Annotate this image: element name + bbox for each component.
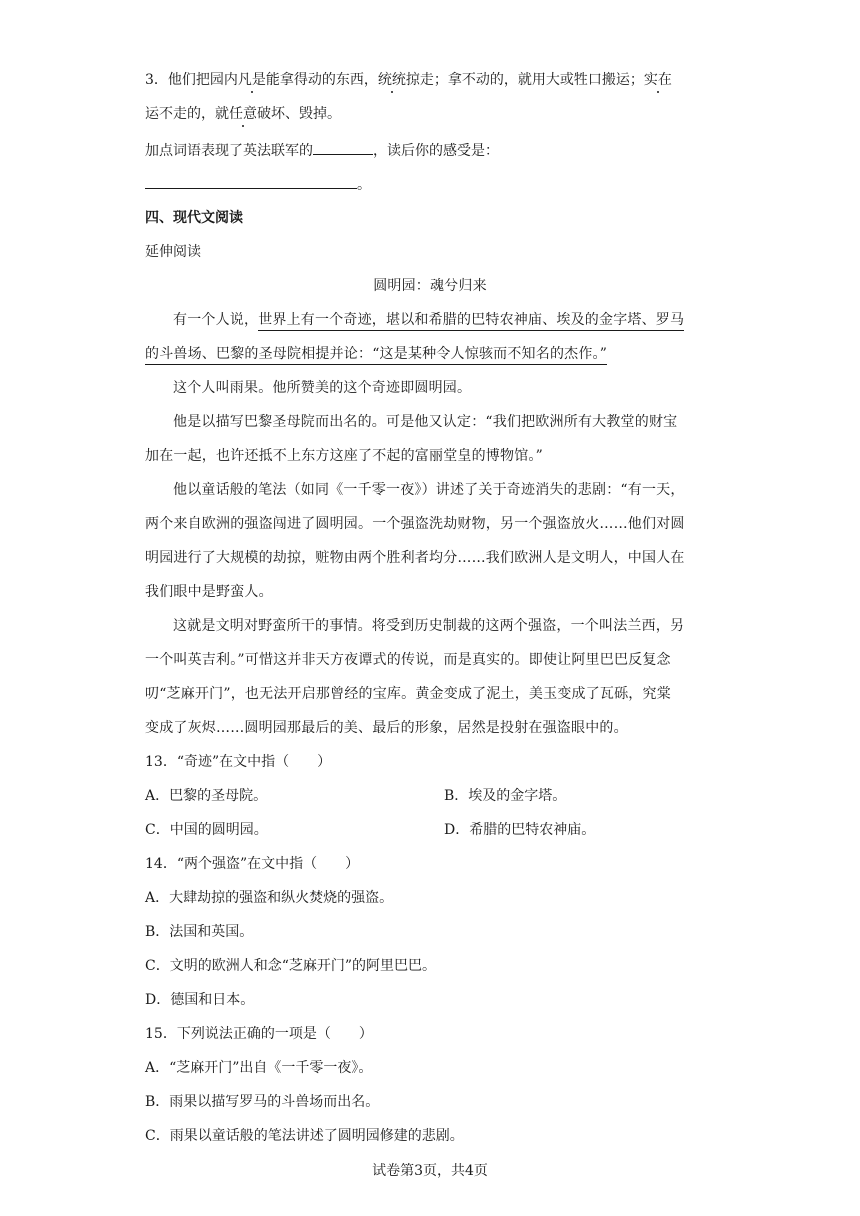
q3-answer-line [145,174,371,195]
underlined-text: 的斗兽场、巴黎的圣母院相提并论：“这是某种令人惊骇而不知名的杰作。” [145,346,607,365]
q13-option-d[interactable]: D．希腊的巴特农神庙。 [444,822,596,838]
q3-text: 掠走；拿不动的，就用大或牲口搬运； [405,72,644,88]
article-p1-line-2 [145,344,607,364]
dotted-word: 凡是 [237,72,266,88]
q14-option-c[interactable]: C．文明的欧洲人和念“芝麻开门”的阿里巴巴。 [145,958,437,974]
q14-option-b[interactable]: B．法国和英国。 [145,924,254,940]
article-p2: 这个人叫雨果。他所赞美的这个奇迹即圆明园。 [173,380,472,396]
dotted-word: 任意 [229,106,257,122]
q3-prompt [145,140,499,161]
q15-stem: 15．下列说法正确的一项是（ ） [145,1026,373,1042]
dotted-word: 统统 [377,72,406,88]
q15-option-c[interactable]: C．雨果以童话般的笔法讲述了圆明园修建的悲剧。 [145,1128,464,1144]
q13-option-c[interactable]: C．中国的圆明园。 [145,822,268,838]
punctuation: 。 [357,177,371,193]
q15-option-a[interactable]: A．“芝麻开门”出自《一千零一夜》。 [145,1060,373,1076]
article-title: 圆明园：魂兮归来 [373,278,487,294]
page-footer: 试卷第3页，共4页 [372,1163,488,1179]
article-p3-line-2: 加在一起，也许还抵不上东方这座了不起的富丽堂皇的博物馆。” [145,448,543,464]
q3-line-1 [145,70,672,90]
article-text: 有一个人说， [173,312,259,328]
q13-stem: 13．“奇迹”在文中指（ ） [145,754,332,770]
q3-line-2 [145,104,341,124]
q15-option-b[interactable]: B．雨果以描写罗马的斗兽场而出名。 [145,1094,380,1110]
article-p5-line-2: 一个叫英吉利。”可惜这并非天方夜谭式的传说，而是真实的。即使让阿里巴巴反复念 [145,652,671,668]
article-p5-line-3: 叨“芝麻开门”，也无法开启那曾经的宝库。黄金变成了泥土，美玉变成了瓦砾，究棠 [145,686,671,702]
q3-text: 运不走的，就 [145,106,229,122]
q3-text: 3．他们把园内 [145,72,238,88]
q3-text: 破坏、毁掉。 [257,106,341,122]
dotted-word: 实在 [643,72,672,88]
article-p4-line-1: 他以童话般的笔法（如同《一千零一夜》）讲述了关于奇迹消失的悲剧：“有一天， [173,482,685,498]
article-p4-line-4: 我们眼中是野蛮人。 [145,584,273,600]
article-p4-line-3: 明园进行了大规模的劫掠，赃物由两个胜利者均分……我们欧洲人是文明人，中国人在 [145,550,685,566]
q3-text: 能拿得动的东西， [265,72,378,88]
article-p1-line-1 [173,310,684,330]
article-p4-line-2: 两个来自欧洲的强盗闯进了圆明园。一个强盗洗劫财物，另一个强盗放火……他们对圆 [145,516,685,532]
section-subheading: 延伸阅读 [145,244,201,260]
q13-option-a[interactable]: A．巴黎的圣母院。 [145,788,268,804]
answer-blank[interactable] [313,140,373,155]
q14-option-d[interactable]: D．德国和日本。 [145,992,255,1008]
q3-prompt-text: ，读后你的感受是： [373,143,499,159]
q3-prompt-text: 加点词语表现了英法联军的 [145,143,313,159]
q14-option-a[interactable]: A．大肆劫掠的强盗和纵火焚烧的强盗。 [145,890,394,906]
q13-option-b[interactable]: B．埃及的金字塔。 [444,788,567,804]
article-p5-line-1: 这就是文明对野蛮所干的事情。将受到历史制裁的这两个强盗，一个叫法兰西，另 [173,618,685,634]
article-p5-line-4: 变成了灰烬……圆明园那最后的美、最后的形象，居然是投射在强盗眼中的。 [145,720,628,736]
answer-blank[interactable] [145,174,357,189]
section-heading: 四、现代文阅读 [145,210,243,226]
underlined-text: 世界上有一个奇迹，堪以和希腊的巴特农神庙、埃及的金字塔、罗马 [258,312,684,331]
q14-stem: 14．“两个强盗”在文中指（ ） [145,856,360,872]
article-p3-line-1: 他是以描写巴黎圣母院而出名的。可是他又认定：“我们把欧洲所有大教堂的财宝 [173,414,678,430]
